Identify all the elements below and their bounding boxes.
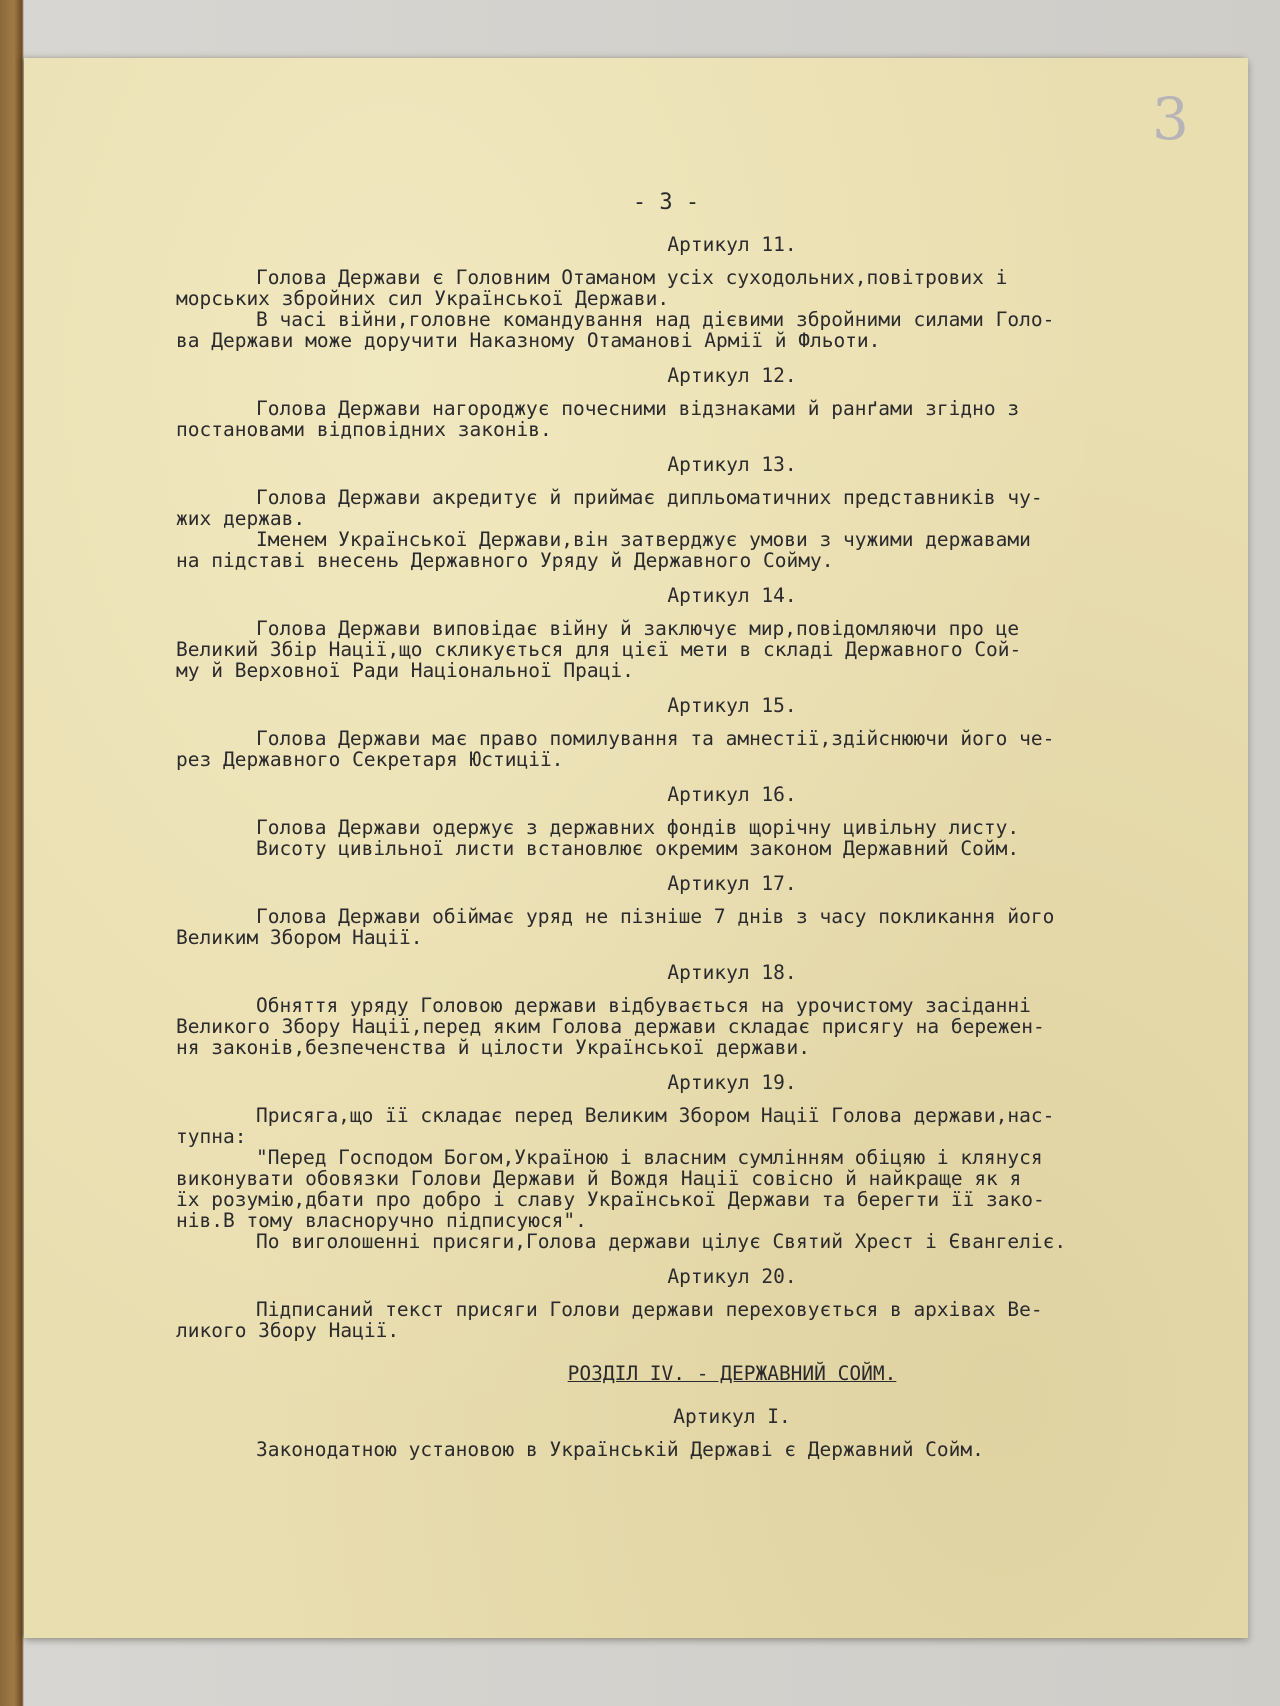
text-line: ва Держави може доручити Наказному Отаманові Армії й Фльоти. [176,329,881,352]
article-text [176,728,1228,770]
text-line: жих держав. [176,507,306,530]
text-line: на підставі внесень Державного Уряду й Державного Сойму. [176,549,834,572]
article-text [176,618,1228,681]
article-text [176,995,1228,1058]
section-article-line: Законодатною установою в Українській Державі є Державний Сойм. [256,1438,984,1461]
section-title: РОЗДІЛ IV. - ДЕРЖАВНИЙ СОЙМ. [567,1362,897,1385]
text-line: Великим Збором Нації. [176,926,423,949]
page-number: - 3 - [632,190,700,215]
text-line: Голова Держави акредитує й приймає дипльоматичних представників чу- [256,486,1043,509]
article-heading: Артикул 17. [667,872,797,895]
text-line: му й Верховної Ради Національної Праці. [176,659,634,682]
text-line: Присяга,що її складає перед Великим Збором Нації Голова держави,нас- [256,1104,1055,1127]
document-page [24,58,1248,1638]
text-line: Великий Збір Нації,що скликується для цієї мети в складі Державного Сой- [176,638,1022,661]
text-line: В часі війни,головне командування над дієвими збройними силами Голо- [256,308,1055,331]
text-line: "Перед Господом Богом,Україною і власним сумлінням обіцяю і клянуся [256,1146,1043,1169]
article-heading: Артикул 15. [667,694,797,717]
article-text [176,817,1228,859]
article-text [176,487,1228,571]
article-heading: Артикул 16. [667,783,797,806]
text-line: виконувати обовязки Голови Держави й Вождя Нації совісно й найкраще як я [176,1167,1022,1190]
text-line: Голова Держави нагороджує почесними відзнаками й ранґами згідно з [256,397,1020,420]
text-line: ня законів,безпеченства й цілости Української держави. [176,1036,810,1059]
article-text [176,267,1228,351]
article-text [176,398,1228,440]
text-line: Підписаний текст присяги Голови держави переховується в архівах Ве- [256,1298,1043,1321]
pencil-page-mark: 3 [1152,85,1189,153]
article-heading: Артикул 18. [667,961,797,984]
section-article-heading: Артикул I. [673,1405,791,1428]
text-line: Іменем Української Держави,він затверджує умови з чужими державами [256,528,1031,551]
text-line: їх розумію,дбати про добро і славу Української Держави та берегти її зако- [176,1188,1045,1211]
article-text [176,1105,1228,1252]
text-line: нів.В тому власноручно підписуюся". [176,1209,587,1232]
article-heading: Артикул 11. [667,233,797,256]
text-line: Голова Держави обіймає уряд не пізніше 7 днів з часу покликання його [256,905,1055,928]
article-heading: Артикул 13. [667,453,797,476]
text-line: Висоту цивільної листи встановлює окремим законом Державний Сойм. [256,837,1020,860]
text-line: Голова Держави є Головним Отаманом усіх суходольних,повітрових і [256,266,1008,289]
text-line: По виголошенні присяги,Голова держави цілує Святий Хрест і Євангеліє. [256,1230,1067,1253]
article-text [176,906,1228,948]
text-line: Обняття уряду Головою держави відбувається на урочистому засіданні [256,994,1031,1017]
article-heading: Артикул 19. [667,1071,797,1094]
text-line: постановами відповідних законів. [176,418,552,441]
text-line: тупна: [176,1125,247,1148]
article-heading: Артикул 20. [667,1265,797,1288]
article-heading: Артикул 12. [667,364,797,387]
section-article-text [176,1439,1228,1460]
text-line: Великого Збору Нації,перед яким Голова держави складає присягу на бережен- [176,1015,1045,1038]
document-body [176,234,1228,1474]
article-heading: Артикул 14. [667,584,797,607]
text-line: Голова Держави виповідає війну й заключує мир,повідомляючи про це [256,617,1020,640]
text-line: морських збройних сил Української Держави. [176,287,670,310]
text-line: Голова Держави одержує з державних фондів щорічну цивільну листу. [256,816,1020,839]
text-line: рез Державного Секретаря Юстиції. [176,748,564,771]
article-text [176,1299,1228,1341]
text-line: ликого Збору Нації. [176,1319,400,1342]
text-line: Голова Держави має право помилування та амнестії,здійснюючи його че- [256,727,1055,750]
articles-list [176,234,1228,1341]
